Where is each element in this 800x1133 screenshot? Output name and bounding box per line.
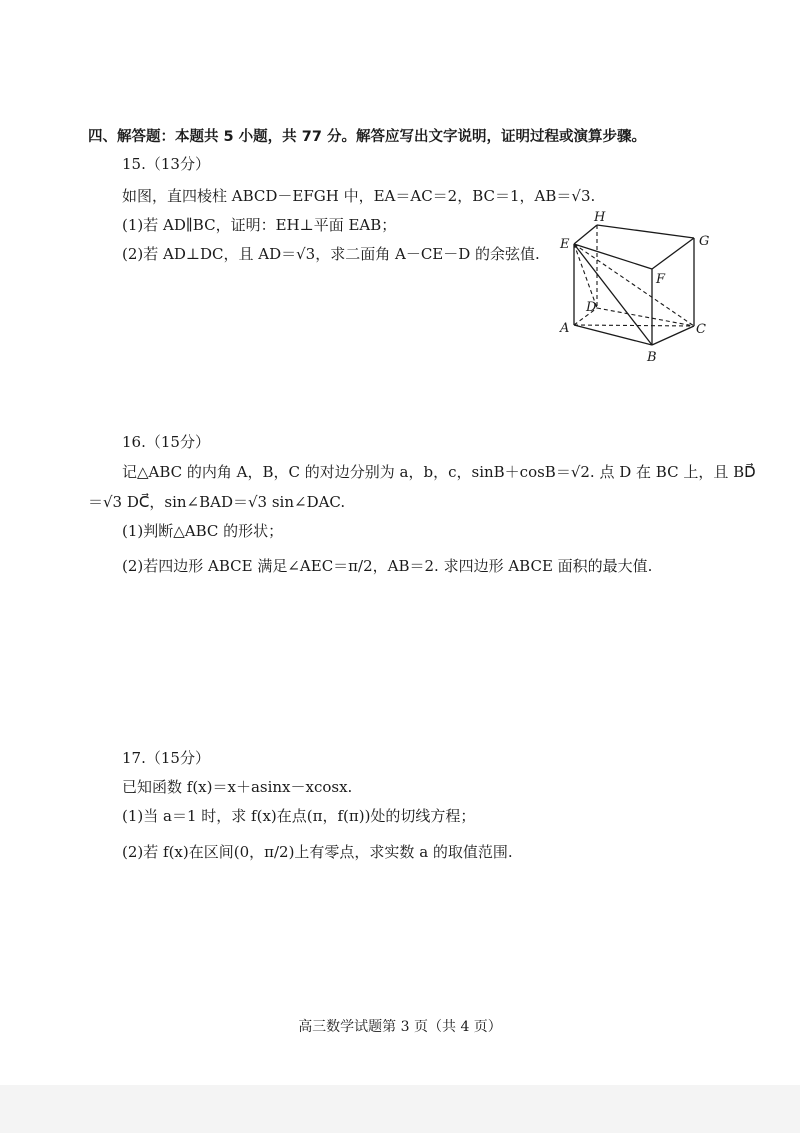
edge-EH — [574, 225, 597, 244]
page-bottom-edge — [0, 1085, 800, 1133]
page-footer: 高三数学试题第 3 页（共 4 页） — [298, 1019, 502, 1035]
label-B: B — [647, 350, 657, 365]
hidden-edge-AC — [574, 325, 694, 326]
problem-16-line-1: 记△ABC 的内角 A，B，C 的对边分别为 a，b，c，sinB＋cosB＝√2. 点 D 在 BC 上，且 BD⃗ — [122, 463, 756, 481]
edge-AB — [574, 325, 652, 345]
problem-15-line-1: 如图，直四棱柱 ABCD－EFGH 中，EA＝AC＝2，BC＝1，AB＝√3. — [122, 187, 596, 205]
problem-17-line-1: 已知函数 f(x)＝x＋asinx－xcosx. — [122, 778, 353, 796]
problem-15-line-2: (1)若 AD∥BC，证明：EH⊥平面 EAB； — [122, 216, 397, 234]
edge-GF — [652, 238, 694, 269]
label-G: G — [699, 234, 710, 249]
hidden-edge-DC — [597, 308, 694, 326]
edge-EF — [574, 244, 652, 269]
label-E: E — [560, 237, 570, 252]
prism-figure — [556, 208, 726, 368]
hidden-edge-ED — [574, 244, 597, 308]
problem-17-line-2: (1)当 a＝1 时，求 f(x)在点(π，f(π))处的切线方程； — [122, 807, 476, 825]
edge-EB — [574, 244, 652, 345]
problem-16-number: 16.（15分） — [122, 433, 210, 451]
edge-BC — [652, 326, 694, 345]
problem-16-line-4: (2)若四边形 ABCE 满足∠AEC＝π/2，AB＝2. 求四边形 ABCE 面积的最大值. — [122, 557, 653, 575]
label-C: C — [696, 322, 706, 337]
edge-HG — [597, 225, 694, 238]
label-A: A — [560, 321, 570, 336]
section-heading: 四、解答题：本题共 5 小题，共 77 分。解答应写出文字说明，证明过程或演算步骤。 — [88, 129, 646, 145]
problem-17-number: 17.（15分） — [122, 749, 210, 767]
label-H: H — [594, 210, 606, 225]
problem-16-line-3: (1)判断△ABC 的形状； — [122, 522, 284, 540]
problem-15-number: 15.（13分） — [122, 155, 210, 173]
problem-16-line-2: ＝√3 DC⃗，sin∠BAD＝√3 sin∠DAC. — [88, 493, 346, 511]
label-F: F — [656, 272, 666, 287]
label-D: D — [586, 300, 597, 315]
problem-17-line-3: (2)若 f(x)在区间(0，π/2)上有零点，求实数 a 的取值范围. — [122, 843, 513, 861]
problem-15-line-3: (2)若 AD⊥DC，且 AD＝√3，求二面角 A－CE－D 的余弦值. — [122, 245, 540, 263]
